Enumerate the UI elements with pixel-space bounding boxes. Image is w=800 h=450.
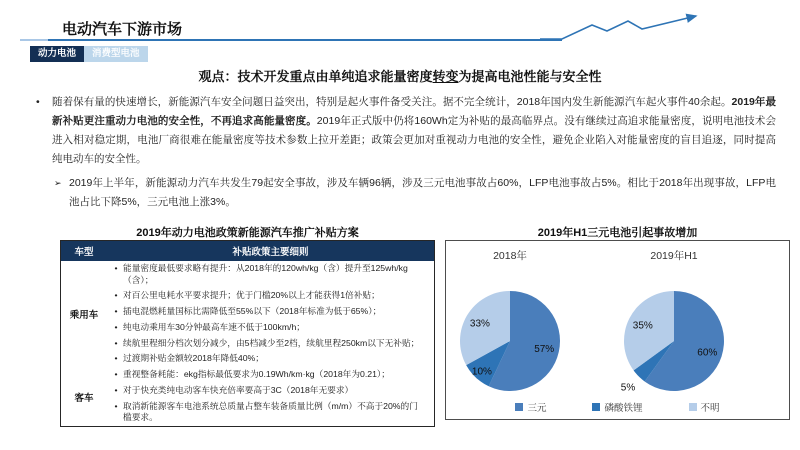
policy-rule-cell <box>107 351 435 367</box>
bullet-icon: • <box>114 321 118 332</box>
tab-power-battery[interactable]: 动力电池 <box>30 46 84 62</box>
table-row <box>61 383 435 399</box>
policy-rule-cell <box>107 367 435 383</box>
rule-text: 插电混燃耗量国标比需降低至55%以下（2018年标准为低于65%）； <box>123 306 382 317</box>
rule-text: 续航里程细分档次划分减少，由5档减少至2档，续航里程250km以下无补贴； <box>123 337 420 348</box>
viewpoint-underlined-word: 转变 <box>432 69 459 84</box>
subsidy-table-title: 2019年动力电池政策新能源汽车推广补贴方案 <box>136 227 359 239</box>
col-header-vehicle-type: 车型 <box>61 241 108 262</box>
paragraph-text: 2019年上半年，新能源动力汽车共发生79起安全事故，涉及车辆96辆，涉及三元电池事故占60%，LFP电池事故占5%。相比于2018年出现事故，LFP电池占比下降5%，三元电池上涨3%。 <box>69 177 776 208</box>
viewpoint-prefix: 观点：技术开发重点由单纯追求能量密度 <box>198 69 433 84</box>
bullet-icon: • <box>114 337 118 348</box>
policy-rule-cell <box>107 261 435 288</box>
table-row <box>61 399 435 427</box>
policy-rule-cell <box>107 336 435 352</box>
rule-text: 重视整备耗能：ekg指标最低要求为0.19Wh/km·kg（2018年为0.21）； <box>123 369 390 380</box>
bullet-icon: • <box>114 353 118 364</box>
p1-normal-2: 2019年正式版中仍将160Wh定为补贴的最高临界点。没有继续过高追求能量密度，说明电池技术会进入相对稳定期，电池厂商很难在能量密度等技术参数上拉开差距；政策会更加对重视动力电池的安全性，避免企业陷入对能量密度的盲目追逐，同时提高纯电动车的安全性。 <box>52 115 776 165</box>
bullet-icon: • <box>114 306 118 317</box>
trend-arrow-icon <box>540 10 710 45</box>
paragraph-accident-stats <box>54 174 776 212</box>
legend-item-不明 <box>689 400 720 414</box>
pie-subtitle: 2018年 <box>493 250 527 262</box>
policy-rule-cell <box>107 383 435 399</box>
legend-swatch-icon <box>515 403 523 411</box>
bullet-icon: • <box>114 369 118 380</box>
paragraph-text <box>52 93 776 169</box>
legend-label: 不明 <box>700 403 720 414</box>
vehicle-type-cell: 乘用车 <box>69 310 99 322</box>
arrow-bullet-icon: ➢ <box>54 178 62 188</box>
legend-item-三元 <box>515 400 546 414</box>
chart-legend <box>446 400 789 414</box>
rule-text: 对于快充类纯电动客车快充倍率要高于3C（2018年无要求） <box>123 384 354 395</box>
table-row <box>61 367 435 383</box>
policy-rule-cell <box>107 399 435 427</box>
rule-text: 过渡期补贴金额较2018年降低40%； <box>123 353 264 364</box>
col-header-policy-rules: 补贴政策主要细则 <box>107 241 435 262</box>
table-row <box>61 351 435 367</box>
p1-bold: 2019年最新补贴更注重动力电池的安全性，不再追求高能量密度。 <box>52 96 777 127</box>
rule-text: 取消新能源客车电池系统总质量占整车装备质量比例（m/m）不高于20%的门槛要求。 <box>123 400 418 423</box>
p1-normal-1: 随着保有量的快速增长，新能源汽车安全问题日益突出，特别是起火事件备受关注。据不完全统计，2018年国内发生新能源汽车起火事件40余起。 <box>52 96 732 108</box>
tab-consumer-battery[interactable]: 消费型电池 <box>84 46 148 62</box>
bullet-icon: • <box>114 290 118 301</box>
legend-swatch-icon <box>689 403 697 411</box>
rule-text: 纯电动乘用车30分钟最高车速不低于100km/h； <box>123 321 305 332</box>
table-row <box>61 288 435 304</box>
subsidy-table-body <box>61 261 435 427</box>
table-row <box>61 320 435 336</box>
bullet-icon: • <box>114 400 118 411</box>
policy-rule-cell <box>107 304 435 320</box>
legend-label: 三元 <box>527 403 547 414</box>
pie-chart-svg <box>446 241 789 401</box>
pie-value-label: 35% <box>632 320 653 332</box>
pie-value-label: 57% <box>534 344 555 356</box>
legend-item-磷酸铁锂 <box>592 400 642 414</box>
policy-rule-cell <box>107 320 435 336</box>
rule-text: 能量密度最低要求略有提升：从2018年的120wh/kg（含）提升至125wh/kg（含）； <box>123 263 408 285</box>
viewpoint-suffix: 为提高电池性能与安全性 <box>458 69 602 84</box>
subsidy-table-header <box>61 241 435 262</box>
pie-chart-box <box>445 240 790 420</box>
table-row <box>61 336 435 352</box>
pie-subtitle: 2019年H1 <box>650 250 698 262</box>
rule-text: 对百公里电耗水平要求提升；优于门槛20%以上才能获得1倍补贴； <box>123 290 380 301</box>
pie-value-label: 60% <box>697 347 718 359</box>
bullet-icon: • <box>36 96 40 108</box>
title-underline-light-segment <box>20 39 48 41</box>
header-row <box>61 241 435 262</box>
tab-bar <box>30 46 148 62</box>
pie-value-label: 5% <box>620 382 636 394</box>
table-row <box>61 304 435 320</box>
legend-label: 磷酸铁锂 <box>604 403 643 414</box>
legend-swatch-icon <box>592 403 600 411</box>
viewpoint-heading <box>0 66 800 85</box>
pie-chart-title: 2019年H1三元电池引起事故增加 <box>537 227 698 239</box>
bullet-icon: • <box>114 384 118 395</box>
policy-rule-cell <box>107 288 435 304</box>
subsidy-table <box>60 240 435 427</box>
title-underline <box>20 39 562 41</box>
paragraph-safety-policy <box>36 93 776 169</box>
page-title: 电动汽车下游市场 <box>62 21 183 38</box>
vehicle-type-cell: 客车 <box>74 392 94 404</box>
pie-value-label: 33% <box>469 318 490 330</box>
bullet-icon: • <box>114 263 118 273</box>
table-row <box>61 261 435 288</box>
pie-value-label: 10% <box>471 366 492 378</box>
